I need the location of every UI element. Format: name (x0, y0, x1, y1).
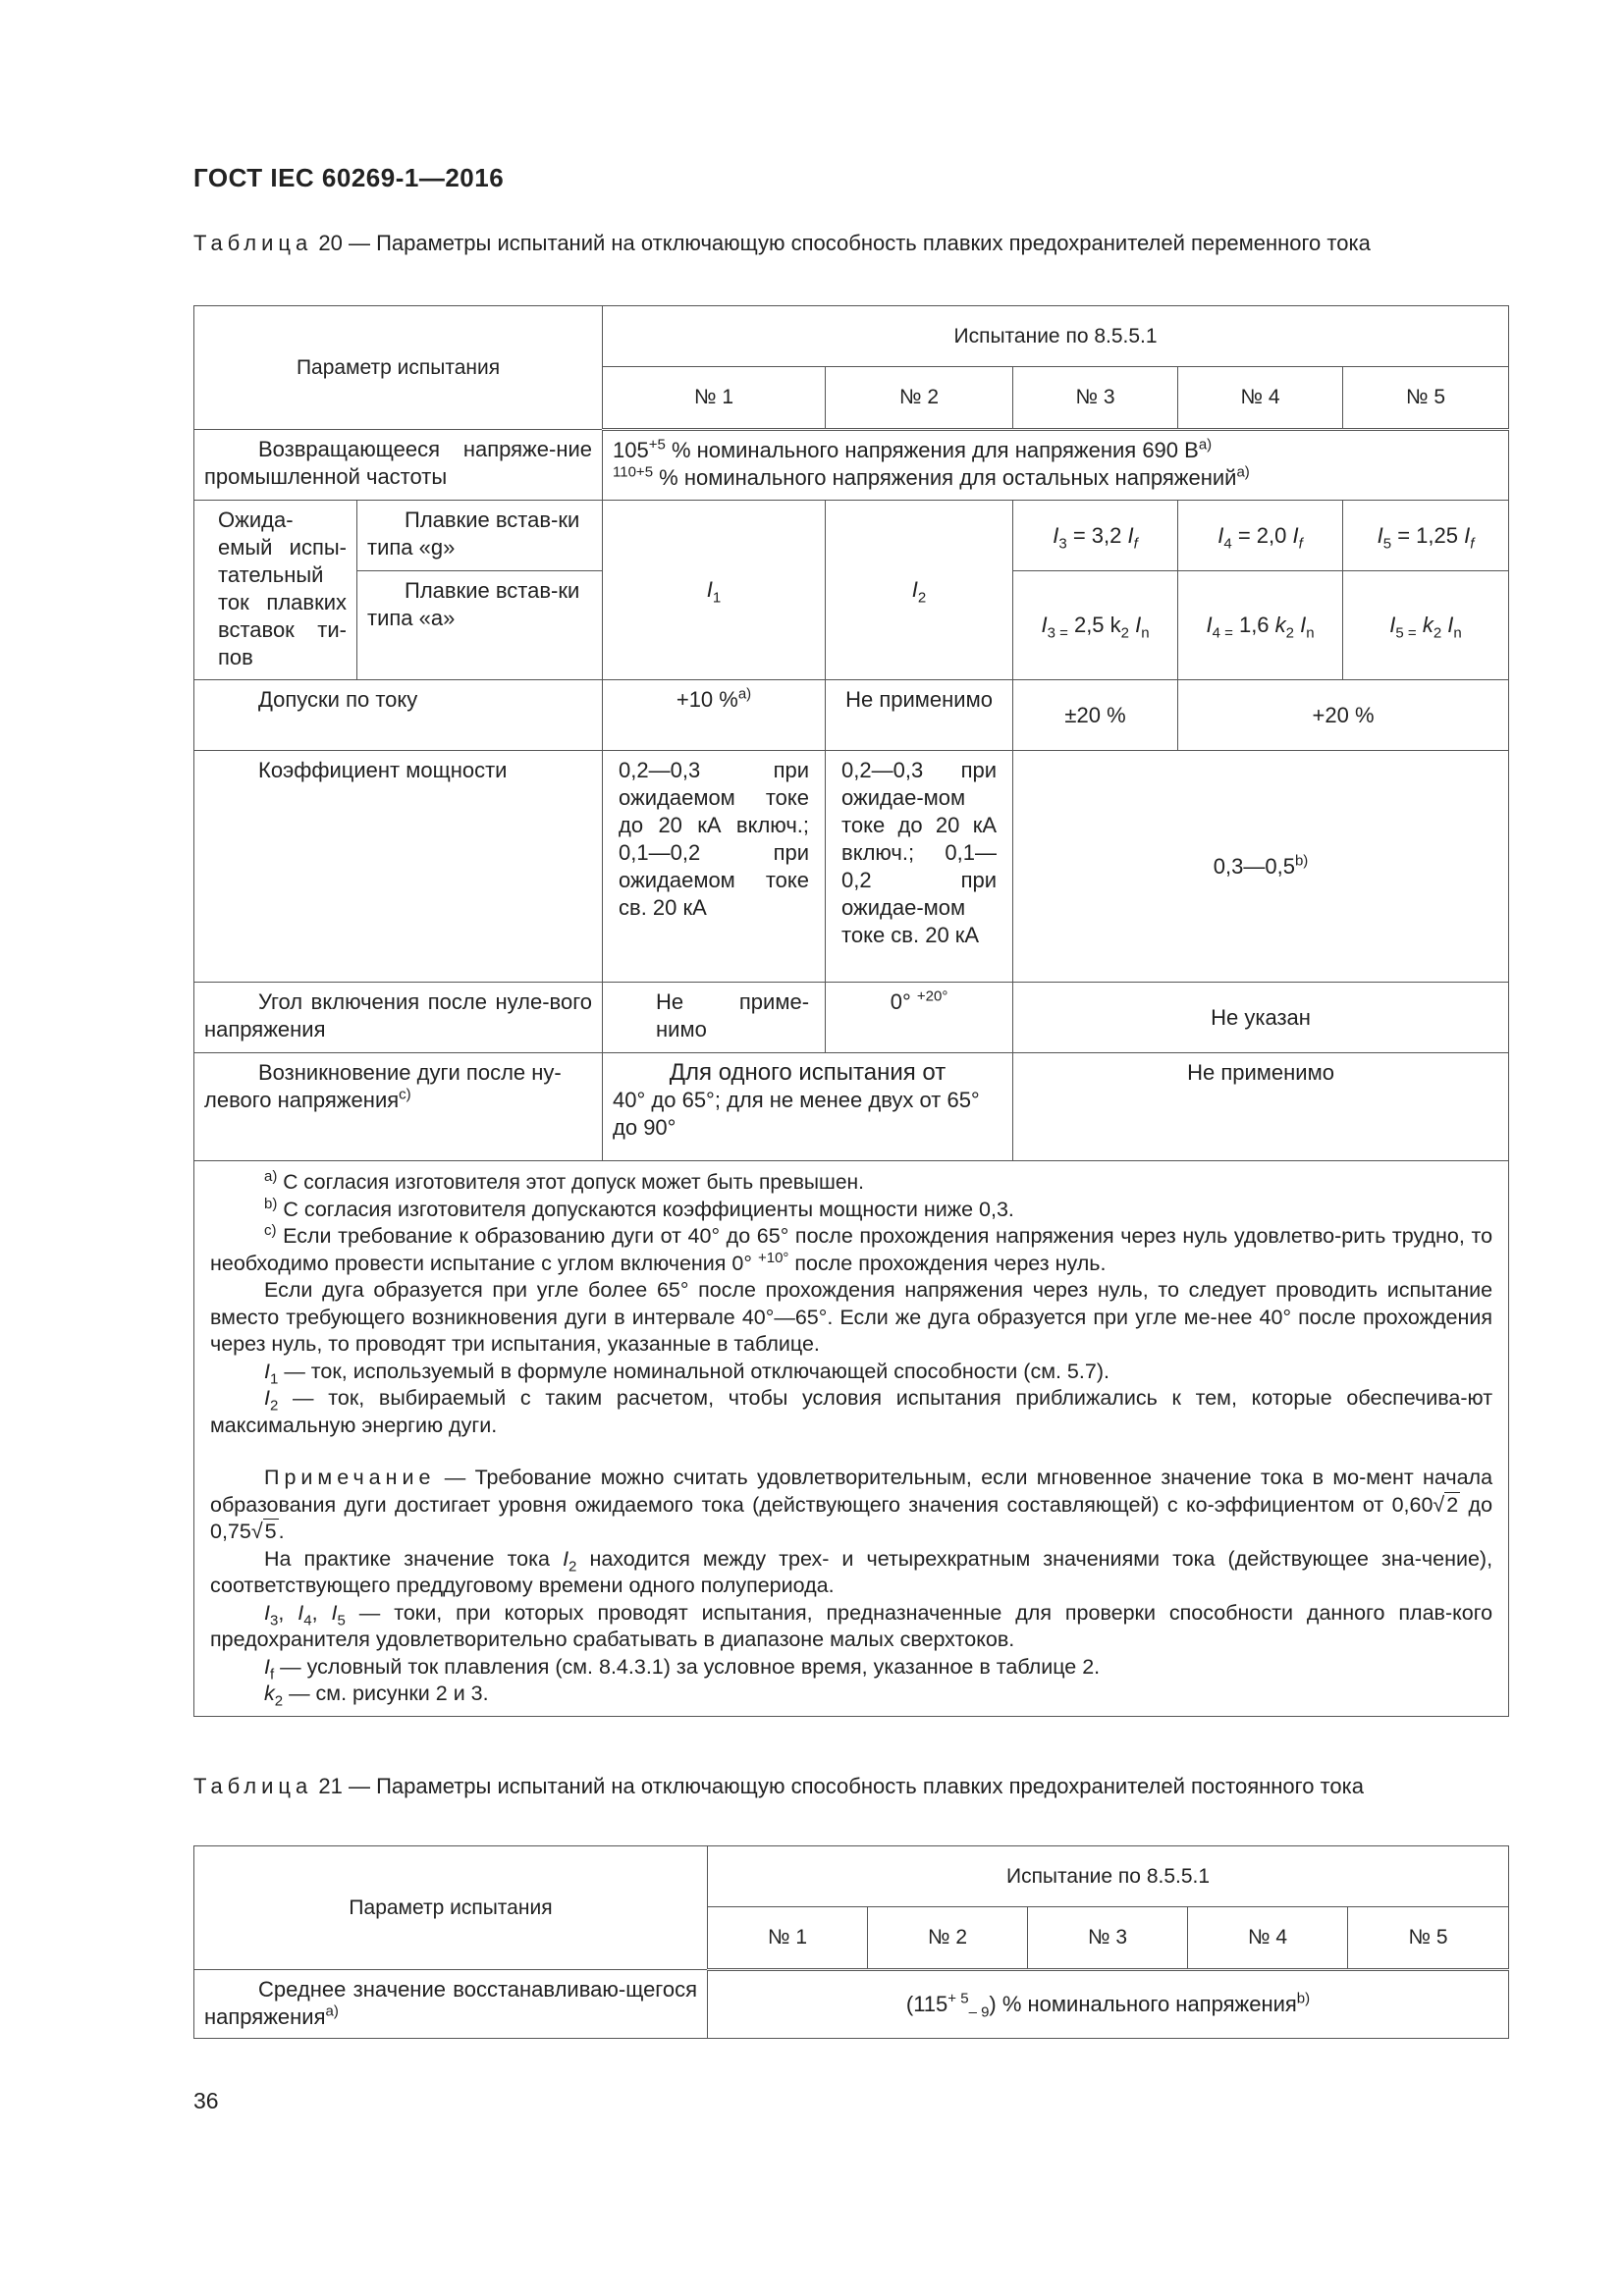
note-practice: На практике значение тока $I_2$ находится между трех- и четырехкратным значениями тока (действующее зна-чение), соответствующего преддуговому времени одного полупериода. (210, 1546, 1493, 1597)
note-if: $I_f$ — условный ток плавления (см. 8.4.3.1) за условное время, указанное в таблице 2. (264, 1654, 1101, 1682)
param-header: Параметр испытания (194, 306, 603, 430)
t21-row-recovery-voltage-value: $(115^{+ 5}_{- 9})$ % номинального напряжения$^{b)}$ (708, 1970, 1509, 2039)
arc-initiation-3-5: Не применимо (1013, 1053, 1509, 1161)
power-factor-3-5: 0,3—0,5$^{b)}$ (1013, 751, 1509, 983)
row-recovery-voltage-value: $105^{+5}$ % номинального напряжения для напряжения 690 $В^{a)}$ $^{110+5}$ % номинального напряжения для остальных напряжений$^{a)}$ (603, 430, 1509, 501)
g-current-5: $I_5 = 1,25$ $I_f$ (1343, 501, 1509, 571)
fuse-type-a-label: Плавкие встав-ки типа «a» (357, 571, 603, 680)
table20-caption-text: 20 — Параметры испытаний на отключающую способность плавких предохранителей переменного тока (318, 231, 1371, 255)
closing-angle-3-5: Не указан (1013, 983, 1509, 1053)
footnote-a-mark: a) (264, 1168, 278, 1185)
footnote-a: С согласия изготовителя этот допуск может быть превышен. (283, 1171, 864, 1194)
a-current-3: $I_{3 =}$ 2,5 $k_2$ $I_n$ (1013, 571, 1178, 680)
t21-param-header: Параметр испытания (194, 1846, 708, 1970)
tolerance-2: Не применимо (826, 680, 1013, 751)
fuse-type-g-label: Плавкие встав-ки типа «g» (357, 501, 603, 571)
footnote-c-part1: Если требование к образованию дуги от 40° до 65° после прохождения напряжения через нуль удовлетво-рить трудно, то необходимо провести испытание с углом включения 0° (210, 1224, 1493, 1275)
footnote-i1: $I_1$ — ток, используемый в формуле номинальной отключающей способности (см. 5.7). (264, 1359, 1109, 1387)
a-current-4: $I_{4 =}$ 1,6 $k_2$ $I_n$ (1178, 571, 1343, 680)
table21-caption-text: 21 — Параметры испытаний на отключающую способность плавких предохранителей постоянного тока (318, 1774, 1364, 1798)
power-factor-1: 0,2—0,3 при ожидаемом токе до 20 кА включ.; 0,1—0,2 при ожидаемом токе св. 20 кА (603, 751, 826, 983)
table20-caption-word: Таблица (193, 231, 313, 255)
row-arc-initiation-label: Возникновение дуги после ну-левого напряжения$^{c)}$ (194, 1053, 603, 1161)
row-recovery-voltage-label: Возвращающееся напряже-ние промышленной частоты (194, 430, 603, 501)
col-header-2: № 2 (826, 367, 1013, 430)
note-i345: $I_3$, $I_4$, $I_5$ — токи, при которых проводят испытания, предназначенные для проверки способности данного плав-кого предохранителя удовлетворительно срабатывать в диапазоне малых сверхтоков. (210, 1600, 1493, 1651)
col-header-4: № 4 (1178, 367, 1343, 430)
table21-caption (193, 1771, 1507, 1801)
footnote-c-mark: c) (264, 1221, 277, 1239)
arc-initiation-1-2: Для одного испытания от 40° до 65°; для не менее двух от 65° до 90° (603, 1053, 1013, 1161)
a-current-5: $I_{5 =}$ $k_2$ $I_n$ (1343, 571, 1509, 680)
row-power-factor-label: Коэффициент мощности (194, 751, 603, 983)
row-closing-angle-label: Угол включения после нуле-вого напряжения (194, 983, 603, 1053)
power-factor-2: 0,2—0,3 при ожидае-мом токе до 20 кА включ.; 0,1—0,2 при ожидае-мом токе св. 20 кА (826, 751, 1013, 983)
col-header-3: № 3 (1013, 367, 1178, 430)
t21-col-header-5: № 5 (1348, 1907, 1509, 1970)
tolerance-1: +10 %$^{a)}$ (603, 680, 826, 751)
table21-caption-word: Таблица (193, 1774, 313, 1798)
row-current-tolerance-label: Допуски по току (194, 680, 603, 751)
t21-col-header-4: № 4 (1188, 1907, 1348, 1970)
t21-row-recovery-voltage-label: Среднее значение восстанавливаю-щегося напряжения$^{a)}$ (194, 1970, 708, 2039)
note-k2: $k_2$ — см. рисунки 2 и 3. (264, 1682, 489, 1710)
table-20 (193, 305, 1509, 1717)
col-header-5: № 5 (1343, 367, 1509, 430)
t21-col-header-3: № 3 (1028, 1907, 1188, 1970)
col-header-1: № 1 (603, 367, 826, 430)
table20-footnotes: $^{a)}$ С согласия изготовителя этот допуск может быть превышен. $^{b)}$ С согласия изготовителя допускаются коэффициенты мощности ниже 0,3. $^{c)}$ Если требование к образованию дуги от 40° до 65° после прохождения напряжения через нуль удовлетво-рить трудно, то необходимо провести испытание с углом включения 0° $^{+10^\circ}$ после прохождения через нуль. Если дуга образуется при угле более 65° после прохождения напряжения через нуль, то следует проводить испытание вместо требующего возникновения дуги в интервале 40°—65°. Если же дуга образуется при угле ме-нее 40° после прохождения через нуль, то проводят три испытания, указанные в таблице. $I_1$ — ток, используемый в формуле номинальной отключающей способности (см. 5.7). $I_2$ — ток, выбираемый с таким расчетом, чтобы условия испытания приближались к тем, которые обеспечива-ют максимальную энергию дуги. Примечание — Требование можно считать удовлетворительным, если мгновенное значение тока в мо-мент начала образования дуги достигает уровня ожидаемого тока (действующего значения составляющей) с ко-эффициентом от 0,60√2 до 0,75√5. На практике значение тока $I_2$ находится между трех- и четырехкратным значениями тока (действующее зна-чение), соответствующего преддуговому времени одного полупериода. $I_3$, $I_4$, $I_5$ — токи, при которых проводят испытания, предназначенные для проверки способности данного плав-кого предохранителя удовлетворительно срабатывать в диапазоне малых сверхтоков. $I_f$ — условный ток плавления (см. 8.4.3.1) за условное время, указанное в таблице 2. $k_2$ — см. рисунки 2 и 3. (194, 1161, 1509, 1717)
row-prospective-current-label: Ожида-емый испы-тательный ток плавких вставок ти-пов (194, 501, 357, 680)
t21-col-header-1: № 1 (708, 1907, 868, 1970)
prospective-current-1: $I_1$ (603, 501, 826, 680)
footnote-i2: $I_2$ — ток, выбираемый с таким расчетом, чтобы условия испытания приближались к тем, которые обеспечива-ют максимальную энергию дуги. (210, 1386, 1493, 1437)
table20-caption (193, 228, 1507, 258)
table20-note: Примечание — Требование можно считать удовлетворительным, если мгновенное значение тока в мо-мент начала образования дуги достигает уровня ожидаемого тока (действующего значения составляющей) с ко-эффициентом от 0,60√2 до 0,75√5. (210, 1466, 1493, 1543)
test-header: Испытание по 8.5.5.1 (603, 306, 1509, 367)
footnote-b: С согласия изготовителя допускаются коэффициенты мощности ниже 0,3. (283, 1197, 1014, 1221)
document-header: ГОСТ IEC 60269-1—2016 (193, 163, 505, 192)
footnote-b-mark: b) (264, 1195, 278, 1212)
footnote-c-part2: Если дуга образуется при угле более 65° после прохождения напряжения через нуль, то следует проводить испытание вместо требующего возникновения дуги в интервале 40°—65°. Если же дуга образуется при угле ме-нее 40° после прохождения через нуль, то проводят три испытания, указанные в таблице. (210, 1278, 1493, 1356)
closing-angle-1: Не приме-нимо (603, 983, 826, 1053)
table-21 (193, 1845, 1509, 2039)
tolerance-4-5: +20 % (1178, 680, 1509, 751)
t21-test-header: Испытание по 8.5.5.1 (708, 1846, 1509, 1907)
page-number: 36 (193, 2088, 219, 2113)
tolerance-3: ±20 % (1013, 680, 1178, 751)
g-current-3: $I_3 = 3,2$ $I_f$ (1013, 501, 1178, 571)
g-current-4: $I_4 = 2,0$ $I_f$ (1178, 501, 1343, 571)
prospective-current-2: $I_2$ (826, 501, 1013, 680)
t21-col-header-2: № 2 (868, 1907, 1028, 1970)
closing-angle-2: 0° $^{+20^\circ}$ (826, 983, 1013, 1053)
